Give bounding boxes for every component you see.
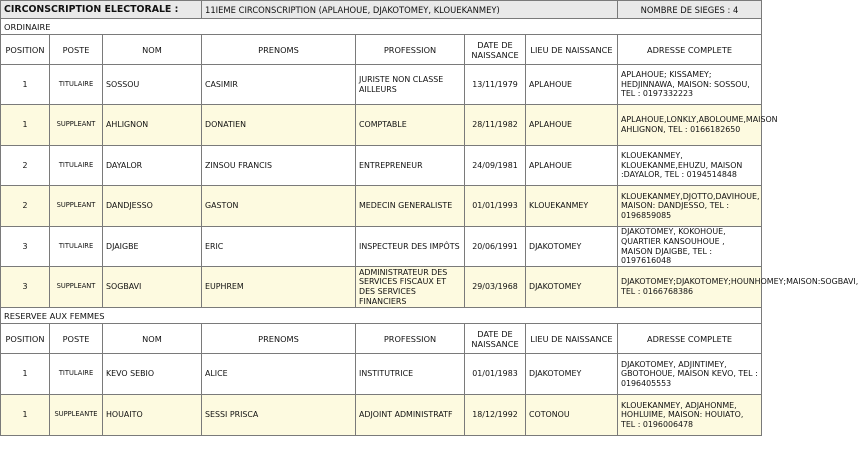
cell-date: 01/01/1983 [465, 354, 526, 395]
column-header: NOM [103, 324, 202, 354]
column-header: DATE DE NAISSANCE [465, 324, 526, 354]
column-header: DATE DE NAISSANCE [465, 35, 526, 65]
cell-nom: AHLIGNON [103, 105, 202, 146]
column-header: ADRESSE COMPLETE [618, 324, 762, 354]
cell-prenoms: DONATIEN [202, 105, 356, 146]
table-row [1, 354, 762, 395]
section-title: ORDINAIRE [1, 19, 762, 35]
cell-lieu: DJAKOTOMEY [526, 354, 618, 395]
cell-prenoms: GASTON [202, 186, 356, 227]
cell-lieu: APLAHOUE [526, 105, 618, 146]
column-header: POSTE [50, 35, 103, 65]
cell-date: 13/11/1979 [465, 65, 526, 105]
cell-date: 18/12/1992 [465, 395, 526, 436]
cell-profession: INSPECTEUR DES IMPÔTS [356, 227, 465, 267]
column-header: POSITION [1, 324, 50, 354]
cell-nom: DJAIGBE [103, 227, 202, 267]
column-header: PRENOMS [202, 324, 356, 354]
cell-poste: SUPPLEANTE [50, 395, 103, 436]
column-header: LIEU DE NAISSANCE [526, 324, 618, 354]
table-row [1, 227, 762, 267]
cell-adresse: APLAHOUE; KISSAMEY; HEDJINNAWA, MAISON: SOSSOU, TEL : 0197332223 [618, 65, 762, 105]
cell-nom: DANDJESSO [103, 186, 202, 227]
cell-adresse: KLOUEKANMEY,DJOTTO,DAVIHOUE, MAISON: DANDJESSO, TEL : 0196859085 [618, 186, 762, 227]
cell-adresse: DJAKOTOMEY, ADJINTIMEY, GBOTOHOUE, MAISON KEVO, TEL : 0196405553 [618, 354, 762, 395]
cell-nom: HOUAITO [103, 395, 202, 436]
column-header: POSITION [1, 35, 50, 65]
cell-prenoms: ALICE [202, 354, 356, 395]
column-header-row [1, 35, 762, 65]
cell-position: 1 [1, 395, 50, 436]
cell-lieu: APLAHOUE [526, 65, 618, 105]
cell-adresse: KLOUEKANMEY, KLOUEKANME,EHUZU, MAISON :DAYALOR, TEL : 0194514848 [618, 146, 762, 186]
cell-prenoms: SESSI PRISCA [202, 395, 356, 436]
cell-position: 3 [1, 227, 50, 267]
column-header: PROFESSION [356, 324, 465, 354]
section-title-row [1, 19, 762, 35]
cell-adresse: DJAKOTOMEY;DJAKOTOMEY;HOUNHOMEY;MAISON:SOGBAVI, TEL : 0166768386 [618, 267, 762, 308]
table-row [1, 105, 762, 146]
cell-nom: DAYALOR [103, 146, 202, 186]
cell-poste: SUPPLEANT [50, 267, 103, 308]
cell-lieu: DJAKOTOMEY [526, 227, 618, 267]
cell-position: 2 [1, 146, 50, 186]
table-row [1, 186, 762, 227]
cell-date: 20/06/1991 [465, 227, 526, 267]
cell-nom: KEVO SEBIO [103, 354, 202, 395]
cell-profession: COMPTABLE [356, 105, 465, 146]
column-header: POSTE [50, 324, 103, 354]
circ-value: 11IEME CIRCONSCRIPTION (APLAHOUE, DJAKOTOMEY, KLOUEKANMEY) [202, 1, 618, 19]
cell-profession: MEDECIN GENERALISTE [356, 186, 465, 227]
cell-date: 28/11/1982 [465, 105, 526, 146]
cell-profession: ADJOINT ADMINISTRATF [356, 395, 465, 436]
cell-profession: JURISTE NON CLASSE AILLEURS [356, 65, 465, 105]
header-row [1, 1, 762, 19]
cell-lieu: DJAKOTOMEY [526, 267, 618, 308]
cell-position: 2 [1, 186, 50, 227]
cell-poste: SUPPLEANT [50, 105, 103, 146]
cell-date: 29/03/1968 [465, 267, 526, 308]
cell-position: 1 [1, 65, 50, 105]
cell-position: 3 [1, 267, 50, 308]
cell-profession: INSTITUTRICE [356, 354, 465, 395]
cell-prenoms: ERIC [202, 227, 356, 267]
column-header-row [1, 324, 762, 354]
column-header: ADRESSE COMPLETE [618, 35, 762, 65]
cell-lieu: KLOUEKANMEY [526, 186, 618, 227]
table-body [1, 1, 858, 436]
cell-date: 24/09/1981 [465, 146, 526, 186]
cell-profession: ADMINISTRATEUR DES SERVICES FISCAUX ET DES SERVICES FINANCIERS [356, 267, 465, 308]
cell-poste: TITULAIRE [50, 65, 103, 105]
section-title: RESERVEE AUX FEMMES [1, 308, 762, 324]
cell-date: 01/01/1993 [465, 186, 526, 227]
cell-prenoms: CASIMIR [202, 65, 356, 105]
column-header: LIEU DE NAISSANCE [526, 35, 618, 65]
cell-position: 1 [1, 354, 50, 395]
cell-adresse: KLOUEKANMEY, ADJAHONME, HOHLUIME, MAISON: HOUIATO, TEL : 0196006478 [618, 395, 762, 436]
table-row [1, 65, 762, 105]
cell-lieu: APLAHOUE [526, 146, 618, 186]
cell-profession: ENTREPRENEUR [356, 146, 465, 186]
table-row [1, 146, 762, 186]
column-header: PROFESSION [356, 35, 465, 65]
column-header: NOM [103, 35, 202, 65]
cell-lieu: COTONOU [526, 395, 618, 436]
cell-adresse: DJAKOTOMEY, KOKOHOUE, QUARTIER KANSOUHOUE , MAISON DJAIGBE, TEL : 0197616048 [618, 227, 762, 267]
section-title-row [1, 308, 762, 324]
cell-nom: SOGBAVI [103, 267, 202, 308]
seats-count: NOMBRE DE SIEGES : 4 [618, 1, 762, 19]
column-header: PRENOMS [202, 35, 356, 65]
cell-poste: TITULAIRE [50, 146, 103, 186]
cell-poste: TITULAIRE [50, 354, 103, 395]
cell-adresse: APLAHOUE,LONKLY,ABOLOUME,MAISON AHLIGNON, TEL : 0166182650 [618, 105, 762, 146]
circ-label: CIRCONSCRIPTION ELECTORALE : [1, 1, 202, 19]
cell-prenoms: EUPHREM [202, 267, 356, 308]
table-row [1, 395, 762, 436]
cell-position: 1 [1, 105, 50, 146]
cell-prenoms: ZINSOU FRANCIS [202, 146, 356, 186]
cell-poste: TITULAIRE [50, 227, 103, 267]
table-row [1, 267, 762, 308]
cell-poste: SUPPLEANT [50, 186, 103, 227]
cell-nom: SOSSOU [103, 65, 202, 105]
